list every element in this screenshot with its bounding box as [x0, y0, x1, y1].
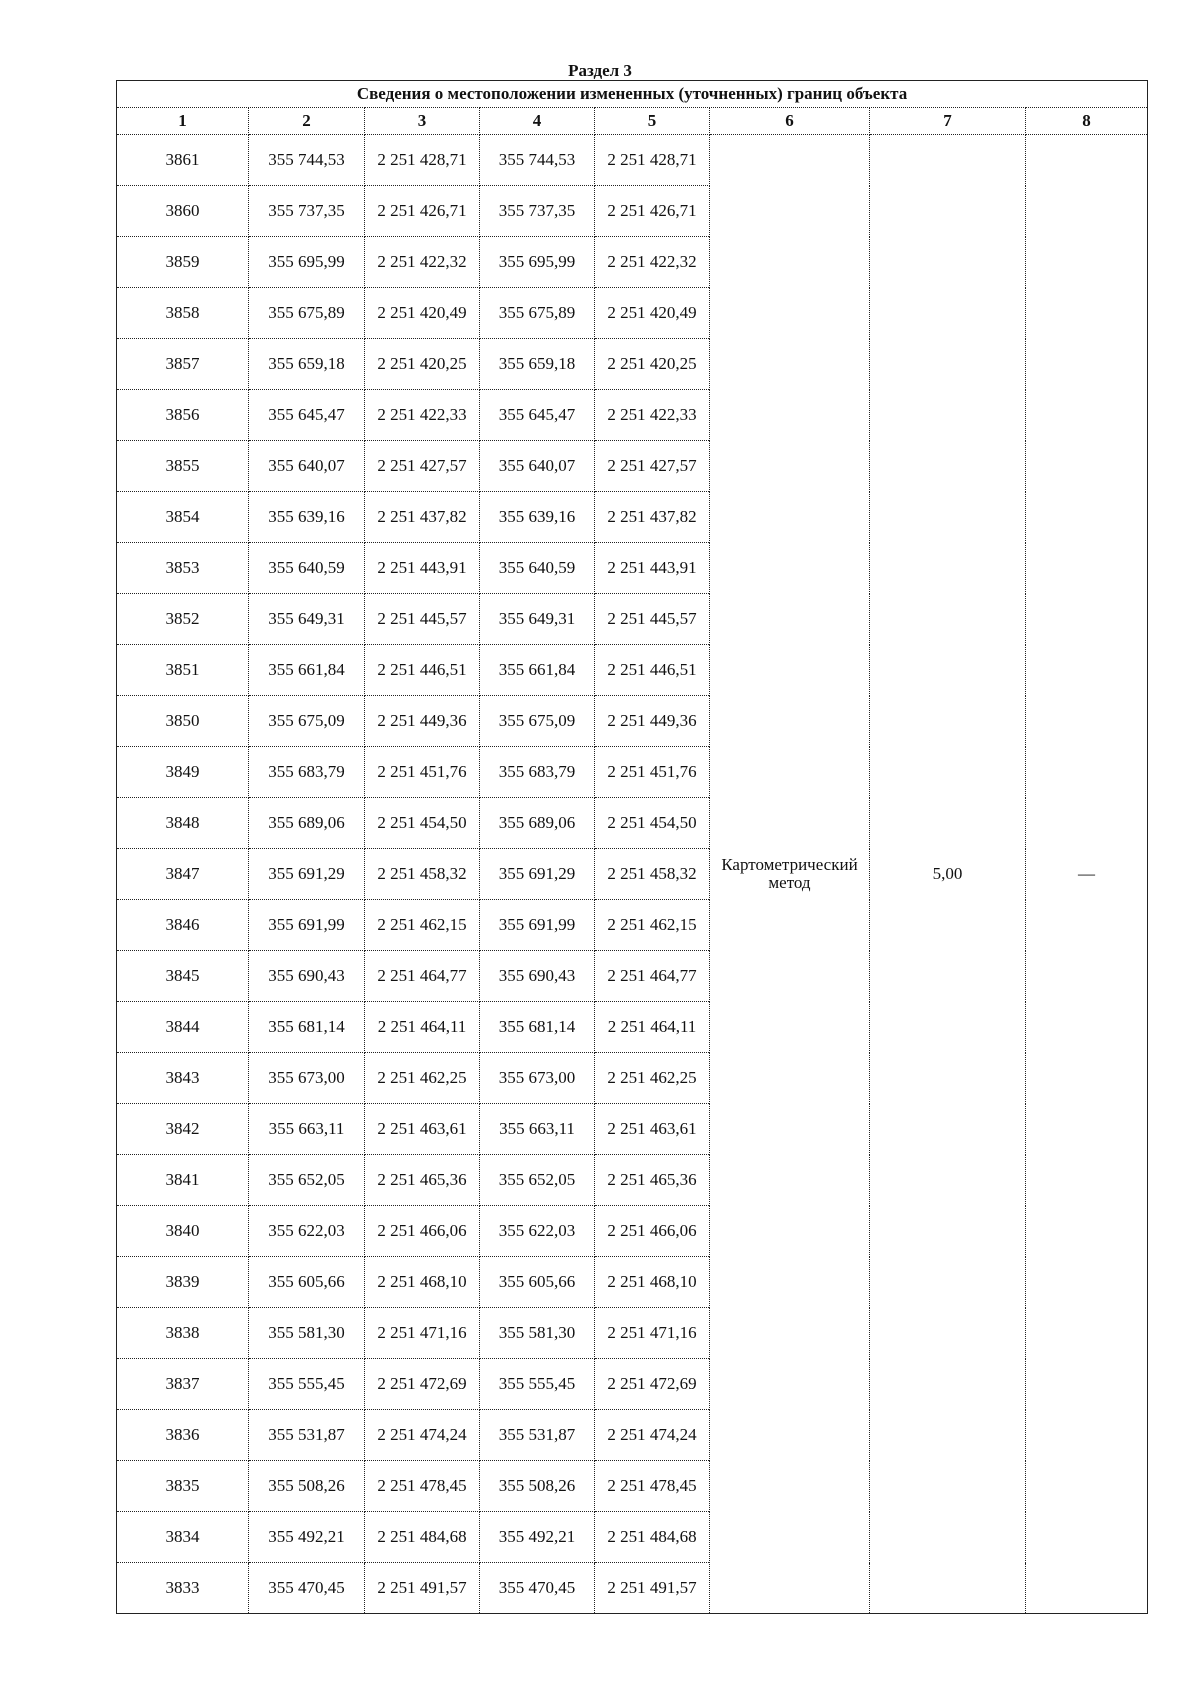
coordinate-cell: 355 555,45: [249, 1359, 365, 1410]
method-line-1: Картометрический: [721, 855, 858, 874]
coordinate-cell: 2 251 468,10: [595, 1257, 710, 1308]
coordinate-cell: 355 661,84: [249, 645, 365, 696]
coordinate-cell: 355 581,30: [480, 1308, 595, 1359]
coordinate-cell: 355 673,00: [480, 1053, 595, 1104]
coordinate-cell: 2 251 474,24: [595, 1410, 710, 1461]
point-number-cell: 3853: [117, 543, 249, 594]
coordinate-cell: 2 251 437,82: [365, 492, 480, 543]
coordinate-cell: 2 251 451,76: [595, 747, 710, 798]
point-number-cell: 3851: [117, 645, 249, 696]
point-number-cell: 3849: [117, 747, 249, 798]
point-number-cell: 3838: [117, 1308, 249, 1359]
coordinate-cell: 355 652,05: [480, 1155, 595, 1206]
section-title: Раздел 3: [568, 61, 632, 80]
coordinate-cell: 2 251 428,71: [595, 135, 710, 186]
point-number-cell: 3834: [117, 1512, 249, 1563]
coordinate-cell: 355 695,99: [249, 237, 365, 288]
point-number-cell: 3842: [117, 1104, 249, 1155]
coordinate-cell: 2 251 422,33: [595, 390, 710, 441]
point-number-cell: 3859: [117, 237, 249, 288]
coordinate-cell: 355 531,87: [249, 1410, 365, 1461]
point-number-cell: 3861: [117, 135, 249, 186]
coordinate-cell: 355 622,03: [249, 1206, 365, 1257]
coordinate-cell: 2 251 491,57: [595, 1563, 710, 1614]
point-number-cell: 3854: [117, 492, 249, 543]
method-line-2: метод: [768, 873, 811, 892]
column-number-row: [117, 108, 1148, 135]
point-number-cell: 3840: [117, 1206, 249, 1257]
coordinate-cell: 355 690,43: [249, 951, 365, 1002]
coordinate-cell: 2 251 466,06: [365, 1206, 480, 1257]
table-row: [117, 135, 1148, 186]
coordinate-cell: 355 663,11: [249, 1104, 365, 1155]
coordinate-cell: 2 251 426,71: [365, 186, 480, 237]
coordinate-cell: 355 645,47: [249, 390, 365, 441]
coordinate-cell: 2 251 464,77: [365, 951, 480, 1002]
coordinate-cell: 2 251 474,24: [365, 1410, 480, 1461]
coordinate-cell: 2 251 443,91: [595, 543, 710, 594]
coordinate-cell: 355 744,53: [480, 135, 595, 186]
point-number-cell: 3852: [117, 594, 249, 645]
coordinate-cell: 2 251 484,68: [595, 1512, 710, 1563]
coordinate-cell: 355 605,66: [480, 1257, 595, 1308]
point-number-cell: 3844: [117, 1002, 249, 1053]
coordinate-cell: 2 251 458,32: [365, 849, 480, 900]
coordinate-cell: 2 251 471,16: [365, 1308, 480, 1359]
note-cell: —: [1026, 135, 1148, 1614]
coordinate-cell: 2 251 465,36: [595, 1155, 710, 1206]
coordinate-cell: 355 492,21: [480, 1512, 595, 1563]
coordinate-cell: 355 640,59: [249, 543, 365, 594]
point-number-cell: 3836: [117, 1410, 249, 1461]
point-number-cell: 3856: [117, 390, 249, 441]
coordinate-cell: 355 675,09: [249, 696, 365, 747]
point-number-cell: 3847: [117, 849, 249, 900]
coordinate-cell: 2 251 465,36: [365, 1155, 480, 1206]
coordinate-cell: 2 251 454,50: [365, 798, 480, 849]
coordinate-cell: 355 683,79: [249, 747, 365, 798]
coordinate-cell: 2 251 427,57: [365, 441, 480, 492]
coordinate-cell: 2 251 446,51: [595, 645, 710, 696]
point-number-cell: 3858: [117, 288, 249, 339]
coordinate-cell: 355 659,18: [480, 339, 595, 390]
point-number-cell: 3857: [117, 339, 249, 390]
coordinate-cell: 355 581,30: [249, 1308, 365, 1359]
coordinate-cell: 2 251 463,61: [595, 1104, 710, 1155]
point-number-cell: 3833: [117, 1563, 249, 1614]
coordinate-cell: 2 251 464,11: [595, 1002, 710, 1053]
coordinate-cell: 2 251 471,16: [595, 1308, 710, 1359]
column-header-4: 4: [480, 108, 595, 135]
coordinate-cell: 2 251 462,15: [595, 900, 710, 951]
coordinate-cell: 2 251 454,50: [595, 798, 710, 849]
coordinate-cell: 2 251 458,32: [595, 849, 710, 900]
coordinate-cell: 355 640,07: [480, 441, 595, 492]
point-number-cell: 3850: [117, 696, 249, 747]
coordinate-cell: 355 691,99: [480, 900, 595, 951]
coordinate-cell: 355 737,35: [249, 186, 365, 237]
point-number-cell: 3845: [117, 951, 249, 1002]
column-header-3: 3: [365, 108, 480, 135]
coordinate-cell: 2 251 464,11: [365, 1002, 480, 1053]
coordinate-cell: 2 251 462,25: [595, 1053, 710, 1104]
coordinate-cell: 355 470,45: [480, 1563, 595, 1614]
coordinate-cell: 355 673,00: [249, 1053, 365, 1104]
coordinate-cell: 355 681,14: [249, 1002, 365, 1053]
coordinate-cell: 2 251 472,69: [365, 1359, 480, 1410]
point-number-cell: 3846: [117, 900, 249, 951]
coordinate-cell: 355 744,53: [249, 135, 365, 186]
coordinate-cell: 2 251 445,57: [365, 594, 480, 645]
coordinate-cell: 355 639,16: [480, 492, 595, 543]
coordinate-cell: 355 649,31: [480, 594, 595, 645]
coordinate-cell: 355 659,18: [249, 339, 365, 390]
coordinate-cell: 355 622,03: [480, 1206, 595, 1257]
column-header-7: 7: [870, 108, 1026, 135]
coordinate-cell: 2 251 468,10: [365, 1257, 480, 1308]
coordinate-cell: 355 652,05: [249, 1155, 365, 1206]
coordinate-cell: 355 508,26: [249, 1461, 365, 1512]
method-cell: [710, 135, 870, 1614]
coordinate-cell: 355 691,99: [249, 900, 365, 951]
coordinate-cell: 2 251 420,49: [595, 288, 710, 339]
coordinate-cell: 2 251 446,51: [365, 645, 480, 696]
column-header-6: 6: [710, 108, 870, 135]
coordinate-cell: 2 251 420,49: [365, 288, 480, 339]
coordinate-cell: 355 675,89: [249, 288, 365, 339]
coordinate-cell: 2 251 466,06: [595, 1206, 710, 1257]
point-number-cell: 3841: [117, 1155, 249, 1206]
coordinate-cell: 2 251 472,69: [595, 1359, 710, 1410]
table-body: [117, 135, 1148, 1614]
coordinate-cell: 2 251 478,45: [595, 1461, 710, 1512]
column-header-1: 1: [117, 108, 249, 135]
coordinates-table: [116, 80, 1148, 1614]
coordinate-cell: 2 251 445,57: [595, 594, 710, 645]
coordinate-cell: 355 531,87: [480, 1410, 595, 1461]
coordinate-cell: 355 640,59: [480, 543, 595, 594]
coordinate-cell: 2 251 449,36: [595, 696, 710, 747]
coordinate-cell: 2 251 426,71: [595, 186, 710, 237]
coordinate-cell: 2 251 484,68: [365, 1512, 480, 1563]
coordinate-cell: 355 695,99: [480, 237, 595, 288]
coordinate-cell: 2 251 422,33: [365, 390, 480, 441]
coordinate-cell: 355 675,89: [480, 288, 595, 339]
coordinate-cell: 355 555,45: [480, 1359, 595, 1410]
coordinate-cell: 2 251 420,25: [595, 339, 710, 390]
table-caption: Сведения о местоположении измененных (уточненных) границ объекта: [117, 81, 1148, 108]
coordinate-cell: 2 251 463,61: [365, 1104, 480, 1155]
coordinate-cell: 355 492,21: [249, 1512, 365, 1563]
accuracy-cell: 5,00: [870, 135, 1026, 1614]
coordinate-cell: 355 683,79: [480, 747, 595, 798]
coordinate-cell: 355 691,29: [249, 849, 365, 900]
coordinate-cell: 355 737,35: [480, 186, 595, 237]
coordinate-cell: 355 605,66: [249, 1257, 365, 1308]
coordinate-cell: 2 251 491,57: [365, 1563, 480, 1614]
coordinate-cell: 355 661,84: [480, 645, 595, 696]
coordinate-cell: 2 251 437,82: [595, 492, 710, 543]
point-number-cell: 3835: [117, 1461, 249, 1512]
coordinate-cell: 355 470,45: [249, 1563, 365, 1614]
point-number-cell: 3839: [117, 1257, 249, 1308]
coordinate-cell: 355 689,06: [480, 798, 595, 849]
coordinate-cell: 355 681,14: [480, 1002, 595, 1053]
column-header-5: 5: [595, 108, 710, 135]
coordinate-cell: 2 251 478,45: [365, 1461, 480, 1512]
column-header-2: 2: [249, 108, 365, 135]
coordinate-cell: 355 690,43: [480, 951, 595, 1002]
coordinate-cell: 2 251 422,32: [595, 237, 710, 288]
coordinate-cell: 2 251 462,25: [365, 1053, 480, 1104]
coordinate-cell: 2 251 451,76: [365, 747, 480, 798]
point-number-cell: 3860: [117, 186, 249, 237]
coordinate-cell: 2 251 449,36: [365, 696, 480, 747]
coordinate-cell: 355 663,11: [480, 1104, 595, 1155]
coordinate-cell: 355 675,09: [480, 696, 595, 747]
coordinate-cell: 2 251 464,77: [595, 951, 710, 1002]
coordinate-cell: 2 251 420,25: [365, 339, 480, 390]
coordinate-cell: 2 251 422,32: [365, 237, 480, 288]
coordinate-cell: 355 649,31: [249, 594, 365, 645]
coordinate-cell: 2 251 428,71: [365, 135, 480, 186]
coordinate-cell: 355 689,06: [249, 798, 365, 849]
point-number-cell: 3855: [117, 441, 249, 492]
point-number-cell: 3843: [117, 1053, 249, 1104]
coordinate-cell: 2 251 443,91: [365, 543, 480, 594]
coordinate-cell: 355 645,47: [480, 390, 595, 441]
column-header-8: 8: [1026, 108, 1148, 135]
coordinate-cell: 355 508,26: [480, 1461, 595, 1512]
coordinate-cell: 355 639,16: [249, 492, 365, 543]
coordinate-cell: 2 251 462,15: [365, 900, 480, 951]
coordinate-cell: 355 691,29: [480, 849, 595, 900]
point-number-cell: 3848: [117, 798, 249, 849]
coordinate-cell: 355 640,07: [249, 441, 365, 492]
coordinate-cell: 2 251 427,57: [595, 441, 710, 492]
point-number-cell: 3837: [117, 1359, 249, 1410]
